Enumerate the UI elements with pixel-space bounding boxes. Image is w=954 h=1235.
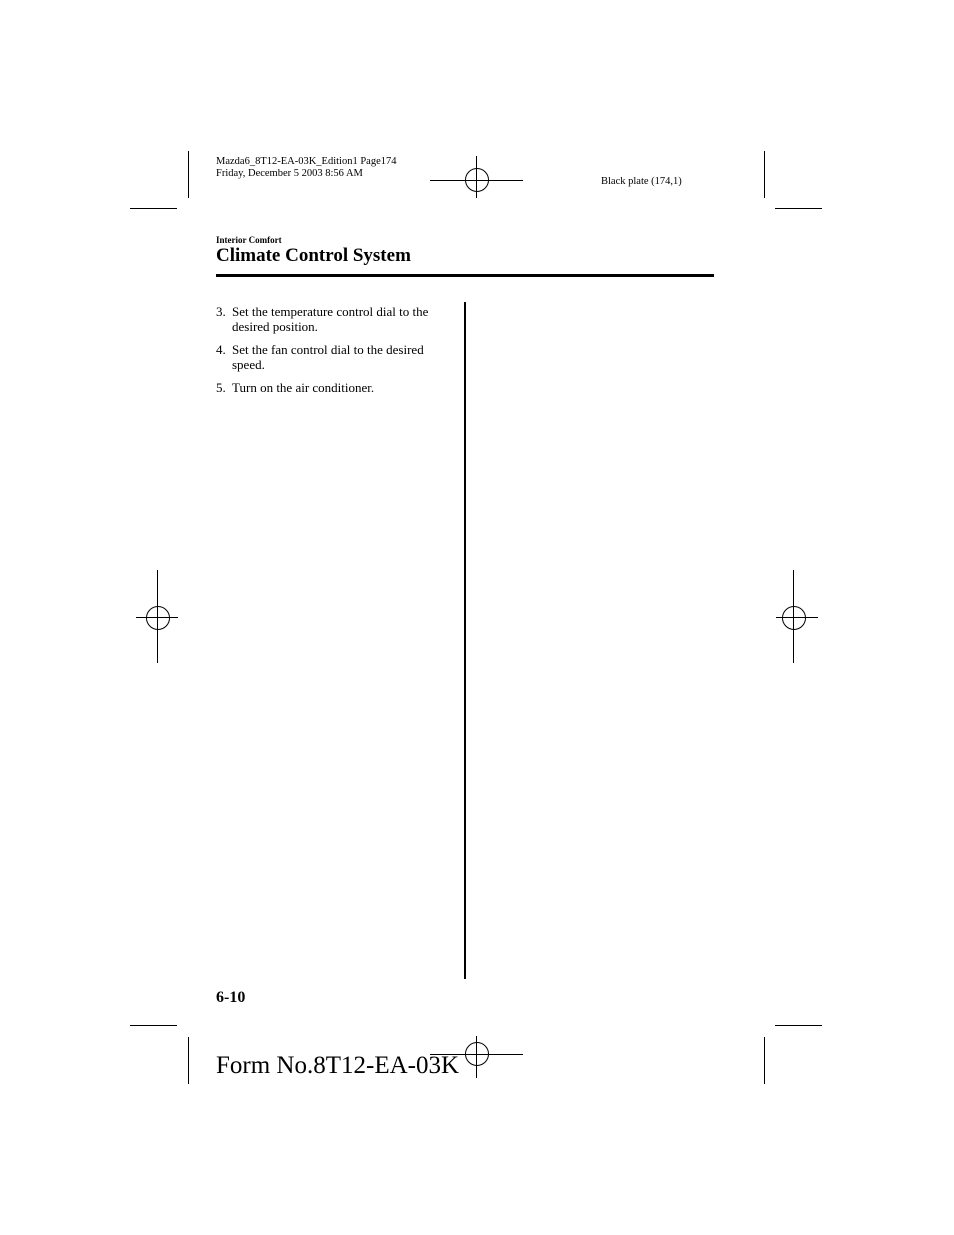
print-filename: Mazda6_8T12-EA-03K_Edition1 Page174 bbox=[216, 156, 397, 167]
step-text: Set the fan control dial to the desired speed. bbox=[232, 342, 424, 372]
step-number: 3. bbox=[216, 304, 226, 319]
title-rule bbox=[216, 274, 714, 277]
registration-mark-left-icon bbox=[146, 606, 170, 630]
print-timestamp: Friday, December 5 2003 8:56 AM bbox=[216, 168, 363, 179]
list-item bbox=[216, 342, 448, 372]
column-divider bbox=[464, 302, 466, 979]
crop-mark-bottom-left-v bbox=[188, 1037, 189, 1084]
crop-mark-bottom-right-v bbox=[764, 1037, 765, 1084]
crop-mark-top-left-v bbox=[188, 151, 189, 198]
list-item bbox=[216, 380, 448, 395]
list-item bbox=[216, 304, 448, 334]
crop-mark-top-left-h bbox=[130, 208, 177, 209]
page-number: 6-10 bbox=[216, 989, 246, 1006]
registration-mark-right-icon bbox=[782, 606, 806, 630]
registration-mark-bottom-icon bbox=[465, 1042, 489, 1066]
section-label: Interior Comfort bbox=[216, 235, 282, 245]
form-number: Form No.8T12-EA-03K bbox=[216, 1052, 460, 1079]
step-text: Set the temperature control dial to the desired position. bbox=[232, 304, 429, 334]
crop-mark-bottom-right-h bbox=[775, 1025, 822, 1026]
step-text: Turn on the air conditioner. bbox=[232, 380, 375, 395]
step-number: 5. bbox=[216, 380, 226, 395]
steps-list bbox=[216, 304, 448, 403]
step-number: 4. bbox=[216, 342, 226, 357]
registration-mark-top-icon bbox=[465, 168, 489, 192]
plate-label: Black plate (174,1) bbox=[601, 176, 682, 187]
crop-mark-top-right-v bbox=[764, 151, 765, 198]
crop-mark-bottom-left-h bbox=[130, 1025, 177, 1026]
page-title: Climate Control System bbox=[216, 245, 411, 266]
crop-mark-top-right-h bbox=[775, 208, 822, 209]
